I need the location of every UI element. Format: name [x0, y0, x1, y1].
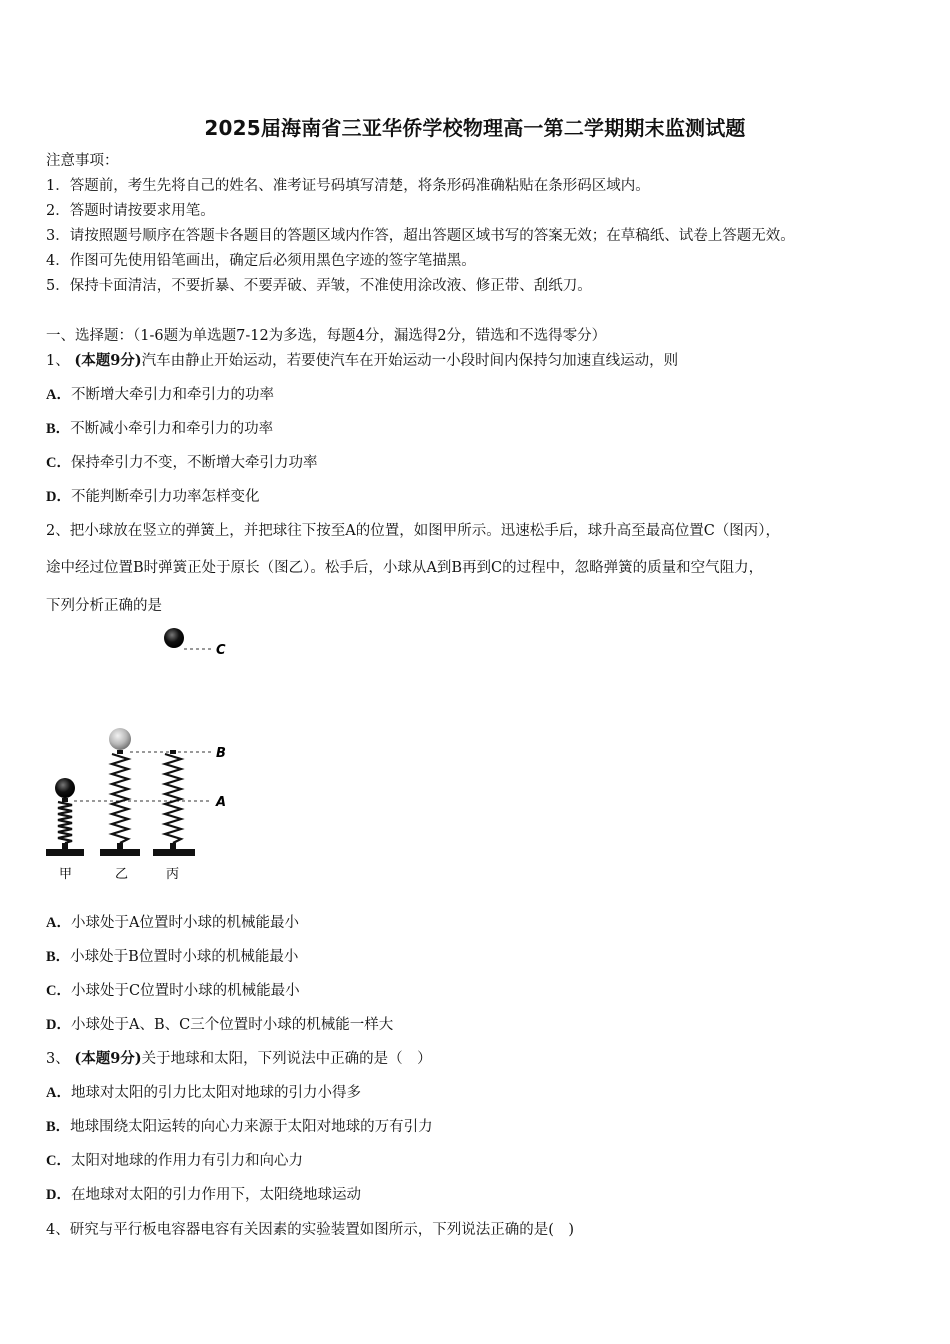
ball-jia	[55, 778, 75, 798]
page-title: 2025届海南省三亚华侨学校物理高一第二学期期末监测试题	[204, 116, 746, 140]
question-points: (本题9分)	[74, 1050, 142, 1067]
option-text: 太阳对地球的作用力有引力和向心力	[70, 1153, 303, 1169]
notes-item: 2．答题时请按要求用笔。	[46, 203, 215, 219]
option-text: 地球对太阳的引力比太阳对地球的引力小得多	[70, 1085, 361, 1101]
q3-option-c	[46, 1151, 303, 1171]
caption-jia: 甲	[59, 867, 73, 882]
option-letter: B．	[46, 949, 71, 965]
section-heading: 一、选择题：（1-6题为单选题7-12为多选，每题4分，漏选得2分，错选和不选得零分）	[46, 328, 607, 344]
q3-option-a	[46, 1083, 361, 1103]
notes-item: 1．答题前，考生先将自己的姓名、准考证号码填写清楚，将条形码准确粘贴在条形码区域内。	[46, 178, 650, 194]
question-2-line-2: 途中经过位置B时弹簧正处于原长（图乙）。松手后，小球从A到B再到C的过程中，忽略弹簧的质量和空气阻力，	[46, 560, 764, 576]
q3-option-d	[46, 1185, 361, 1205]
notes-heading: 注意事项：	[46, 153, 119, 169]
q2-option-b	[46, 947, 298, 967]
option-text: 在地球对太阳的引力作用下，太阳绕地球运动	[70, 1187, 361, 1203]
option-letter: A．	[46, 915, 71, 931]
caption-yi: 乙	[115, 867, 129, 882]
option-letter: D．	[46, 1017, 71, 1033]
q2-option-c	[46, 981, 300, 1001]
option-text: 小球处于A、B、C三个位置时小球的机械能一样大	[70, 1017, 394, 1033]
question-text: 汽车由静止开始运动，若要使汽车在开始运动一小段时间内保持匀加速直线运动，则	[141, 353, 679, 369]
question-text: 关于地球和太阳，下列说法中正确的是（ ）	[141, 1051, 432, 1067]
option-text: 小球处于B位置时小球的机械能最小	[70, 949, 299, 965]
option-letter: B．	[46, 1119, 71, 1135]
spring-jia	[46, 778, 84, 856]
base-yi	[100, 849, 140, 856]
question-2-line-3: 下列分析正确的是	[46, 598, 162, 614]
question-1-stem	[46, 351, 678, 371]
notes-item: 5．保持卡面清洁，不要折暴、不要弄破、弄皱，不准使用涂改液、修正带、刮纸刀。	[46, 278, 592, 294]
base-jia	[46, 849, 84, 856]
option-letter: B．	[46, 421, 71, 437]
base-bing	[153, 849, 195, 856]
q2-option-d	[46, 1015, 393, 1035]
option-letter: C．	[46, 455, 71, 471]
question-4-stem: 4、研究与平行板电容器电容有关因素的实验装置如图所示，下列说法正确的是( )	[46, 1222, 575, 1238]
option-letter: D．	[46, 1187, 71, 1203]
option-text: 不断增大牵引力和牵引力的功率	[70, 387, 274, 403]
question-3-stem	[46, 1049, 432, 1069]
option-letter: A．	[46, 387, 71, 403]
question-points: (本题9分)	[74, 352, 142, 369]
ball-c	[164, 628, 184, 648]
option-text: 不断减小牵引力和牵引力的功率	[70, 421, 274, 437]
q3-option-b	[46, 1117, 433, 1137]
question-number: 3、	[46, 1051, 75, 1067]
q1-option-c	[46, 453, 317, 473]
option-letter: D．	[46, 489, 71, 505]
option-text: 地球围绕太阳运转的向心力来源于太阳对地球的万有引力	[70, 1119, 433, 1135]
q1-option-a	[46, 385, 274, 405]
q1-option-d	[46, 487, 259, 507]
spring-ball-figure	[40, 620, 240, 890]
option-text: 小球处于A位置时小球的机械能最小	[70, 915, 299, 931]
option-letter: A．	[46, 1085, 71, 1101]
label-c: C	[216, 643, 226, 658]
option-letter: C．	[46, 983, 71, 999]
q1-option-b	[46, 419, 273, 439]
option-letter: C．	[46, 1153, 71, 1169]
spring-yi	[100, 728, 140, 856]
notes-item: 4．作图可先使用铅笔画出，确定后必须用黑色字迹的签字笔描黑。	[46, 253, 476, 269]
question-number: 1、	[46, 353, 75, 369]
option-text: 不能判断牵引力功率怎样变化	[70, 489, 260, 505]
option-text: 小球处于C位置时小球的机械能最小	[70, 983, 300, 999]
notes-item: 3．请按照题号顺序在答题卡各题目的答题区域内作答，超出答题区域书写的答案无效；在草稿纸、试卷上答题无效。	[46, 228, 795, 244]
ball-yi	[109, 728, 131, 750]
q2-option-a	[46, 913, 299, 933]
spring-bing	[153, 750, 195, 856]
label-b: B	[216, 746, 226, 761]
caption-bing: 丙	[166, 867, 180, 882]
label-a: A	[216, 795, 227, 810]
question-2-line-1: 2、把小球放在竖立的弹簧上，并把球往下按至A的位置，如图甲所示。迅速松手后，球升高至最高位置C（图丙），	[46, 523, 781, 539]
option-text: 保持牵引力不变，不断增大牵引力功率	[70, 455, 318, 471]
